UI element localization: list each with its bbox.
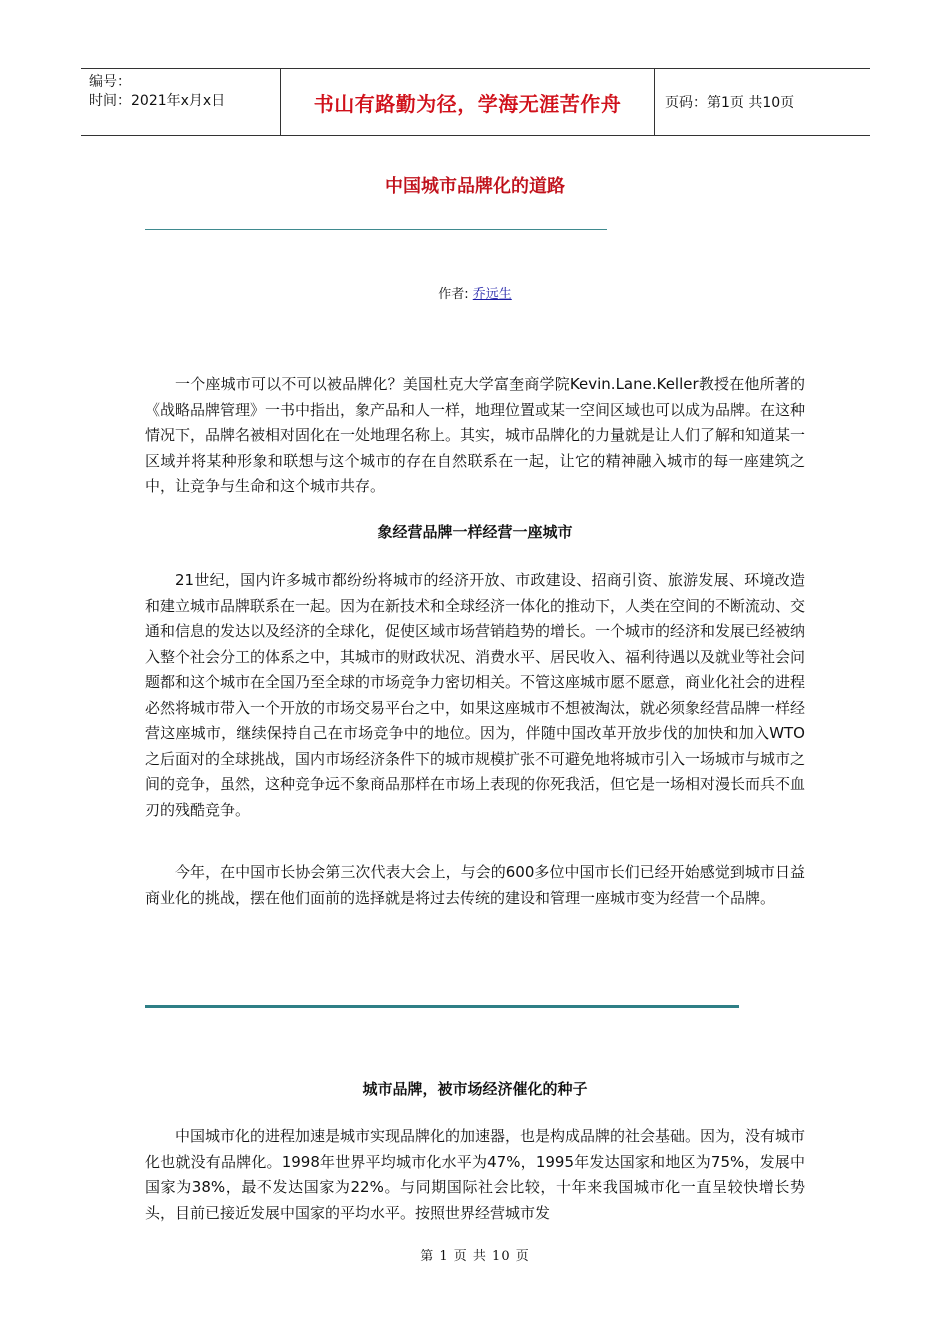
header-page-label: 页码：第1页 共10页	[665, 95, 795, 111]
paragraph-intro: 一个座城市可以不可以被品牌化？美国杜克大学富奎商学院Kevin.Lane.Keller教授在他所著的《战略品牌管理》一书中指出，象产品和人一样，地理位置或某一空间区域也可以成为品牌。在这种情况下，品牌名被相对固化在一处地理名称上。其实，城市品牌化的力量就是让人们了解和知道某一区域并将某种形象和联想与这个城市的存在自然联系在一起，让它的精神融入城市的每一座建筑之中，让竞争与生命和这个城市共存。	[145, 375, 806, 495]
section-heading-2: 城市品牌，被市场经济催化的种子	[362, 1080, 588, 1098]
paragraph-mayors: 今年，在中国市长协会第三次代表大会上，与会的600多位中国市长们已经开始感觉到城市日益商业化的挑战，摆在他们面前的选择就是将过去传统的建设和管理一座城市变为经营一个品牌。	[145, 863, 805, 907]
paragraph-section-1: 21世纪，国内许多城市都纷纷将城市的经济开放、市政建设、招商引资、旅游发展、环境改造和建立城市品牌联系在一起。因为在新技术和全球经济一体化的推动下，人类在空间的不断流动、交通和信息的发达以及经济的全球化，促使区域市场营销趋势的增长。一个城市的经济和发展已经被纳入整个社会分工的体系之中，其城市的财政状况、消费水平、居民收入、福利待遇以及就业等社会问题都和这个城市在全国乃至全球的市场竞争力密切相关。不管这座城市愿不愿意，商业化社会的进程必然将城市带入一个开放的市场交易平台之中，如果这座城市不想被淘汰，就必须象经营品牌一样经营这座城市，继续保持自己在市场竞争中的地位。因为，伴随中国改革开放步伐的加快和加入WTO之后面对的全球挑战，国内市场经济条件下的城市规模扩张不可避免地将城市引入一场城市与城市之间的竞争，虽然，这种竞争远不象商品那样在市场上表现的你死我活，但它是一场相对漫长而兵不血刃的残酷竞争。	[145, 571, 806, 819]
page-footer: 第 1 页 共 10 页	[420, 1249, 530, 1264]
document-header	[81, 68, 870, 136]
section-heading-1: 象经营品牌一样经营一座城市	[377, 523, 573, 541]
author-link[interactable]: 乔远生	[472, 287, 512, 302]
header-number-label: 编号：	[89, 74, 131, 90]
article-title: 中国城市品牌化的道路	[385, 176, 565, 197]
header-motto: 书山有路勤为径，学海无涯苦作舟	[281, 69, 655, 135]
section-divider	[145, 1005, 739, 1008]
paragraph-section-2: 中国城市化的进程加速是城市实现品牌化的加速器，也是构成品牌的社会基础。因为，没有城市化也就没有品牌化。1998年世界平均城市化水平为47%，1995年发达国家和地区为75%，发展中国家为38%，最不发达国家为22%。与同期国际社会比较，十年来我国城市化一直呈较快增长势头，目前已接近发展中国家的平均水平。按照世界经营城市发	[145, 1127, 806, 1222]
article-author	[0, 283, 950, 302]
author-label: 作者:	[438, 287, 473, 302]
header-meta-cell	[81, 69, 281, 135]
header-time-label: 时间：2021年x月x日	[89, 93, 226, 109]
title-divider	[145, 229, 607, 230]
